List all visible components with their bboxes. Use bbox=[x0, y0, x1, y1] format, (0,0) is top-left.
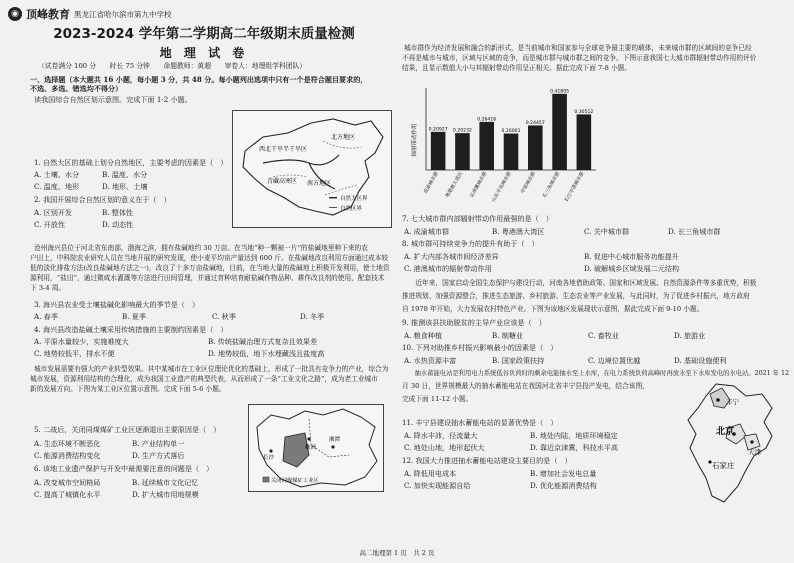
q5-option-d[interactable]: D. 生产方式落后 bbox=[132, 451, 185, 460]
school-text: 黑龙江省哈尔滨市第九中学校 bbox=[74, 9, 172, 19]
q4-option-c[interactable]: C. 地势较低平，排水不便 bbox=[34, 349, 115, 358]
passage3-line: 结果，且显示数值大小与其辐射带动作用呈正相关。据此完成下面 7-8 小题。 bbox=[402, 64, 632, 72]
q1-option-d[interactable]: D. 地形、土壤 bbox=[102, 182, 148, 191]
q3-option-c[interactable]: C. 秋季 bbox=[212, 312, 236, 321]
q4-option-d[interactable]: D. 地势较低，地下水埋藏浅且盐度高 bbox=[208, 349, 325, 358]
q10-option-c[interactable]: C. 边境位置优越 bbox=[588, 356, 641, 365]
map2-label-b: 株洲 bbox=[305, 445, 317, 451]
q2-stem: 2. 我国开展综合自然区划的意义在于（ ） bbox=[34, 195, 171, 204]
passage5-line: 完成下面 11-12 小题。 bbox=[402, 395, 473, 403]
china-map-svg bbox=[233, 111, 391, 227]
chart-bar bbox=[577, 114, 592, 170]
q6-option-d[interactable]: D. 扩大城市用地规模 bbox=[132, 490, 199, 499]
chart-bar bbox=[455, 133, 470, 170]
q12-option-a[interactable]: A. 降低用电成本 bbox=[404, 469, 457, 478]
q6-option-b[interactable]: B. 延续城市文化记忆 bbox=[132, 478, 199, 487]
q10-option-d[interactable]: D. 基础设施便利 bbox=[674, 356, 727, 365]
map2-label-a: 长沙 bbox=[263, 455, 275, 461]
q8-stem: 8. 城市群可持续竞争力的提升有助于（ ） bbox=[402, 239, 539, 248]
chart-data-label: 0.20927 bbox=[428, 127, 448, 133]
q9-option-b[interactable]: B. 制糖业 bbox=[492, 331, 524, 340]
exam-meta: （试卷满分 100 分 时长 75 分钟 命题教师：黄超 审卷人：地理组学科团队） bbox=[38, 62, 307, 70]
passage1-line: 沧州海兴县位于河北省东南部，渤海之滨，拥有盐碱地约 30 万亩。在当地“种一颗被一片”的盐碱地里种下来的农 bbox=[34, 244, 368, 252]
q5-stem: 5. 二战后，关闭同煤煤矿工业区逐渐退出主要原因是（ ） bbox=[34, 425, 221, 434]
chart-category-label: 京津冀城市群 bbox=[469, 171, 489, 199]
passage1-line: 户田上，中科院农业研究人员在当地开展的研究发现，使小麦平均亩产量达到 600 斤。在盐碱地改良利用方面通过成本较 bbox=[30, 254, 389, 262]
q11-option-b[interactable]: B. 地处内陆，地质环境稳定 bbox=[530, 431, 618, 440]
q10-option-b[interactable]: B. 国家政策扶持 bbox=[492, 356, 545, 365]
chart-bar bbox=[431, 132, 446, 170]
chart-category-label: 长江中游城市群 bbox=[564, 171, 586, 204]
q6-option-a[interactable]: A. 改变城市空间格局 bbox=[34, 478, 101, 487]
q1-stem: 1. 自然大区的基础上划分自然地区，主要考虑的因素是（ ） bbox=[34, 158, 228, 167]
q10-option-a[interactable]: A. 水热资源丰富 bbox=[404, 356, 457, 365]
q3-option-b[interactable]: B. 夏季 bbox=[122, 312, 146, 321]
passage4-line: 自 1978 年开始，大力发展农村特色产业。下图为该地区发展现状示意图，据此完成下面 9-10 小题。 bbox=[402, 305, 704, 313]
q8-option-d[interactable]: D. 破解城乡区域发展二元结构 bbox=[584, 264, 680, 273]
logo-text: 顶峰教育 bbox=[26, 8, 70, 21]
exam-title: 2023-2024 学年第二学期高二年级期末质量检测 bbox=[53, 26, 355, 42]
q7-option-d[interactable]: D. 长三角城市群 bbox=[668, 227, 721, 236]
q1-option-c[interactable]: C. 温度、地形 bbox=[34, 182, 80, 191]
industrial-map-svg bbox=[249, 405, 383, 491]
q11-option-a[interactable]: A. 降水丰沛，径流量大 bbox=[404, 431, 478, 440]
q9-stem: 9. 推测该县扶助脱贫的主导产业应该是（ ） bbox=[402, 318, 546, 327]
chart-data-label: 0.30512 bbox=[574, 109, 594, 115]
city-cluster-chart bbox=[406, 82, 602, 208]
q12-option-d[interactable]: D. 优化能源消费结构 bbox=[530, 481, 597, 490]
passage4-line: 近年来，国家启动全国生态保护与建设行动，河南各地借助政策、国家和区域发展、自然资源条件等多重优势，积极 bbox=[402, 279, 757, 287]
q12-option-b[interactable]: B. 增加社会发电总量 bbox=[530, 469, 597, 478]
q2-option-c[interactable]: C. 开放性 bbox=[34, 220, 65, 229]
q8-option-c[interactable]: C. 港澳城市的辐射带动作用 bbox=[404, 264, 492, 273]
q9-option-a[interactable]: A. 粮食种植 bbox=[404, 331, 443, 340]
chart-bar bbox=[552, 94, 567, 170]
map1-label-northwest: 西北干旱半干旱区 bbox=[259, 146, 308, 153]
q2-option-a[interactable]: A. 区别开发 bbox=[34, 208, 73, 217]
map2-legend: 关闭同煤煤矿工业区 bbox=[271, 478, 319, 484]
chart-bar bbox=[504, 134, 519, 170]
china-region-map bbox=[232, 110, 392, 228]
q3-option-d[interactable]: D. 冬季 bbox=[300, 312, 325, 321]
exam-logo bbox=[8, 6, 172, 22]
q10-stem: 10. 下列对助推乡村振兴影响最小的因素是（ ） bbox=[402, 343, 558, 352]
map1-legend-minor: 自然区界 bbox=[340, 206, 363, 212]
map1-legend-major: 自然大区界 bbox=[340, 196, 368, 202]
q3-option-a[interactable]: A. 春季 bbox=[34, 312, 58, 321]
q11-option-c[interactable]: C. 地处山地，地形起伏大 bbox=[404, 443, 485, 452]
chart-data-label: 0.26416 bbox=[477, 117, 497, 123]
q4-option-b[interactable]: B. 传统盐碱治理方式复杂且效果差 bbox=[208, 337, 318, 346]
map2-label-c: 湘潭 bbox=[329, 437, 341, 443]
q3-stem: 3. 海兴县农业受土壤盐碱化影响最大的季节是（ ） bbox=[34, 300, 200, 309]
map1-label-south: 南方地区 bbox=[307, 180, 332, 187]
q7-option-b[interactable]: B. 粤港澳大湾区 bbox=[492, 227, 545, 236]
section1-head-1: 一、选择题（本大题共 16 小题，每小题 3 分，共 48 分。每小题列出选项中只有一个是符合题目要求的， bbox=[30, 75, 368, 84]
map1-label-north: 北方地区 bbox=[331, 134, 356, 141]
map3-label-shijiazhuang: 石家庄 bbox=[712, 461, 735, 470]
q8-option-b[interactable]: B. 促进中心城市服务功能提升 bbox=[584, 252, 679, 261]
passage2-line: 新的发展方向。下图为某工业区位置示意图。完成下面 5-6 小题。 bbox=[30, 385, 226, 393]
q4-option-a[interactable]: A. 平原水量较少，实施难度大 bbox=[34, 337, 129, 346]
map3-label-tianjin: 天津 bbox=[748, 448, 761, 456]
q8-option-a[interactable]: A. 扩大内部各城市间经济差异 bbox=[404, 252, 499, 261]
chart-category-label: 山东半岛城市群 bbox=[491, 171, 513, 204]
passage1-line: 低的淡化排盐方法(改良盐碱地方法之一)，改良了十多万亩盐碱地，目前，在当地大量的盐碱地上积极开发利用，使土地资 bbox=[30, 264, 390, 272]
q7-stem: 7. 七大城市群内部辐射带动作用最强的是（ ） bbox=[402, 214, 553, 223]
q7-option-a[interactable]: A. 成渝城市群 bbox=[404, 227, 450, 236]
hebei-map bbox=[676, 378, 780, 508]
chart-bar bbox=[479, 122, 494, 170]
q12-stem: 12. 我国大力推进抽水蓄能电站建设主要目的是（ ） bbox=[402, 456, 572, 465]
section1-head-2: 不选、多选、错选均不得分） bbox=[30, 84, 123, 93]
exam-subject: 地 理 试 卷 bbox=[159, 46, 249, 60]
passage1-line: 源利用，“盐田”，通过微咸水灌溉等方法进行田间管理，并通过育种培育耐盐碱作物品种、耕作改良剂的使用，配套技术 bbox=[30, 274, 385, 282]
q9-option-d[interactable]: D. 旅游业 bbox=[674, 331, 706, 340]
passage5-line: 抽水蓄能电站是利用电力系统低谷负荷时的剩余电能抽水至上水库，在电力系统负荷高峰时再放水至下水库发电的水电站。2021 年 12 bbox=[402, 370, 789, 377]
passage3-line: 城市群作为经济发展和融合的新形式，是当前城市和国家参与全球竞争最主要的载体，未来城市群的区域间的竞争已经 bbox=[404, 44, 752, 52]
passage2-line: 城市发展需要有强大的产业转型效果。其中某城市在工业区位理论优化的基础上，形成了一批具有竞争力的产业，综合为 bbox=[34, 365, 389, 373]
q1-option-b[interactable]: B. 温度、水分 bbox=[102, 170, 148, 179]
q2-option-b[interactable]: B. 整体性 bbox=[102, 208, 134, 217]
q12-option-c[interactable]: C. 加快实现能源自给 bbox=[404, 481, 471, 490]
chart-data-label: 0.41805 bbox=[550, 89, 570, 95]
q9-option-c[interactable]: C. 畜牧业 bbox=[588, 331, 619, 340]
q11-option-d[interactable]: D. 靠近京津冀，科技水平高 bbox=[530, 443, 618, 452]
map1-label-tibet: 青藏高寒区 bbox=[267, 178, 298, 185]
chart-ylabel: 辐射带动作用 bbox=[412, 123, 418, 157]
passage3-line: 不再是城市与城市，区域与区域的竞争，而是城市群与城市群之间的竞争。下图示意我国七大城市群辐射带动作用的评价 bbox=[402, 54, 757, 62]
q5-option-c[interactable]: C. 能源消费结构变化 bbox=[34, 451, 101, 460]
q4-stem: 4. 海兴县改造盐碱土壤采用传统措施的主要制约因素是（ ） bbox=[34, 325, 228, 334]
passage2-line: 城市发展，资源利用结构的合理化，成为我国工业遗产的典型代表，从而形成了一条“工业文化之路”，成为老工业城市 bbox=[30, 375, 378, 383]
map3-label-fengning: 丰宁 bbox=[726, 398, 739, 406]
chart-data-label: 0.20001 bbox=[501, 129, 521, 135]
chart-bar bbox=[528, 125, 543, 170]
q2-option-d[interactable]: D. 动态性 bbox=[102, 220, 134, 229]
chart-data-label: 0.24457 bbox=[525, 120, 545, 126]
q5-option-b[interactable]: B. 产业结构单一 bbox=[132, 439, 185, 448]
passage4-line: 推进规划、加强资源整合，推进生态旅游、乡村旅游、生态农业等产业发展，与此同时，为了促进乡村振兴，地方政府 bbox=[402, 292, 750, 300]
q5-option-a[interactable]: A. 生态环境不断恶化 bbox=[34, 439, 101, 448]
industrial-area-map bbox=[248, 404, 384, 492]
q6-option-c[interactable]: C. 提高了城镇化水平 bbox=[34, 490, 101, 499]
map3-label-beijing: 北京 bbox=[716, 427, 735, 437]
q7-option-c[interactable]: C. 关中城市群 bbox=[584, 227, 630, 236]
passage1-line: 下 3-4 周。 bbox=[30, 284, 66, 292]
chart-category-label: 粤港澳大湾区 bbox=[445, 171, 465, 199]
chart-category-label: 中原城市群 bbox=[520, 171, 538, 195]
passage5-line: 月 30 日，世界规模最大的抽水蓄能电站在我国河北省丰宁县投产发电，结合该图， bbox=[402, 382, 649, 390]
q1-option-a[interactable]: A. 土壤、水分 bbox=[34, 170, 80, 179]
section1-intro: 读我国综合自然区划示意图。完成下面 1-2 小题。 bbox=[34, 95, 192, 104]
bar-chart-svg bbox=[406, 82, 602, 208]
chart-category-label: 长三角城市群 bbox=[542, 171, 562, 199]
chart-data-label: 0.20232 bbox=[452, 128, 472, 134]
logo-mark-icon: ◉ bbox=[8, 7, 22, 21]
q6-stem: 6. 该地工业遗产保护与开发中最需要注意的问题是（ ） bbox=[34, 464, 214, 473]
q11-stem: 11. 丰宁县建设抽水蓄能电站的显著优势是（ ） bbox=[402, 418, 558, 427]
chart-category-label: 成渝城市群 bbox=[423, 171, 440, 195]
hebei-map-svg bbox=[676, 378, 780, 508]
page-footer: 高二地理第 1 页 共 2 页 bbox=[359, 549, 435, 557]
